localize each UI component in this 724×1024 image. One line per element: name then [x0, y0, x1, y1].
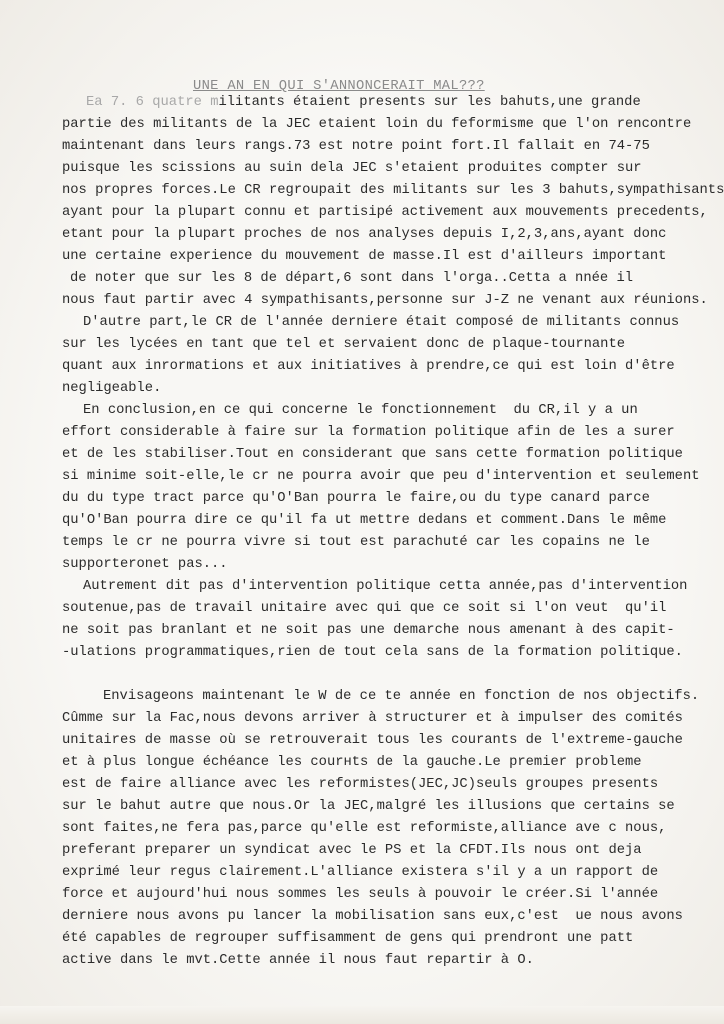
- text-line: qu'O'Ban pourra dire ce qu'il fa ut mettre dedans et comment.Dans le même: [62, 513, 667, 528]
- text-line: Autrement dit pas d'intervention politique cetta année,pas d'intervention: [83, 579, 688, 594]
- text-line: active dans le mvt.Cette année il nous faut repartir à O.: [62, 953, 534, 968]
- text-line: une certaine experience du mouvement de masse.Il est d'ailleurs important: [62, 249, 667, 264]
- text-line: Envisageons maintenant le W de ce te année en fonction de nos objectifs.: [103, 689, 700, 704]
- text-line: supporteronet pas...: [62, 557, 228, 572]
- document-title: UNE AN EN QUI S'ANNONCERAIT MAL???: [193, 79, 485, 94]
- paper-edge: [0, 1006, 724, 1024]
- text-line: En conclusion,en ce qui concerne le fonctionnement du CR,il y a un: [83, 403, 638, 418]
- text-line: été capables de regrouper suffisamment de gens qui prendront une patt: [62, 931, 634, 946]
- text-line: quant aux inrormations et aux initiatives à prendre,ce qui est loin d'être: [62, 359, 675, 374]
- text-line: et de les stabiliser.Tout en considerant que sans cette formation politique: [62, 447, 683, 462]
- text-line: effort considerable à faire sur la formation politique afin de les a surer: [62, 425, 675, 440]
- text-line: nos propres forces.Le CR regroupait des militants sur les 3 bahuts,sympathisants: [62, 183, 724, 198]
- text-line: sont faites,ne fera pas,parce qu'elle est reformiste,alliance ave c nous,: [62, 821, 667, 836]
- text-line: maintenant dans leurs rangs.73 est notre point fort.Il fallait en 74-75: [62, 139, 650, 154]
- line-text: ilitants étaient presents sur les bahuts,une grande: [218, 95, 641, 110]
- text-line: D'autre part,le CR de l'année derniere était composé de militants connus: [83, 315, 680, 330]
- text-line: preferant preparer un syndicat avec le PS et la CFDT.Ils nous ont deja: [62, 843, 642, 858]
- text-line: unitaires de masse où se retrouverait tous les courants de l'extreme-gauche: [62, 733, 683, 748]
- text-line: derniere nous avons pu lancer la mobilisation sans eux,c'est ue nous avons: [62, 909, 683, 924]
- text-line: puisque les scissions au suin dela JEC s'etaient produites compter sur: [62, 161, 642, 176]
- text-line: et à plus longue échéance les courнts de la gauche.Le premier probleme: [62, 755, 642, 770]
- text-line: [86, 94, 641, 112]
- text-line: temps le cr ne pourra vivre si tout est parachuté car les copains ne le: [62, 535, 650, 550]
- text-line: est de faire alliance avec les reformistes(JEC,JC)seuls groupes presents: [62, 777, 659, 792]
- text-line: soutenue,pas de travail unitaire avec qui que ce soit si l'on veut qu'il: [62, 601, 667, 616]
- text-line: negligeable.: [62, 381, 162, 396]
- text-line: sur le bahut autre que nous.Or la JEC,malgré les illusions que certains se: [62, 799, 675, 814]
- text-line: sur les lycées en tant que tel et servaient donc de plaque-tournante: [62, 337, 626, 352]
- text-line: Cûmme sur la Fac,nous devons arriver à structurer et à impulser des comités: [62, 711, 683, 726]
- text-line: ayant pour la plupart connu et partisipé activement aux mouvements precedents,: [62, 205, 708, 220]
- text-line: ne soit pas branlant et ne soit pas une demarche nous amenant à des capit-: [62, 623, 675, 638]
- text-line: nous faut partir avec 4 sympathisants,personne sur J-Z ne venant aux réunions.: [62, 293, 708, 308]
- text-line: si minime soit-elle,le cr ne pourra avoir que peu d'intervention et seulement: [62, 469, 700, 484]
- text-line: -ulations programmatiques,rien de tout cela sans de la formation politique.: [62, 645, 683, 660]
- text-line: exprimé leur regus clairement.L'alliance existera s'il y a un rapport de: [62, 865, 659, 880]
- text-line: de noter que sur les 8 de départ,6 sont dans l'orga..Cetta a nnée il: [70, 271, 634, 286]
- text-line: force et aujourd'hui nous sommes les seuls à pouvoir le créer.Si l'année: [62, 887, 659, 902]
- text-line: partie des militants de la JEC etaient loin du feformisme que l'on rencontre: [62, 117, 692, 132]
- text-line: du du type tract parce qu'O'Ban pourra le faire,ou du type canard parce: [62, 491, 650, 506]
- text-line: etant pour la plupart proches de nos analyses depuis I,2,3,ans,ayant donc: [62, 227, 667, 242]
- faded-text: Ea 7. 6 quatre m: [86, 95, 219, 110]
